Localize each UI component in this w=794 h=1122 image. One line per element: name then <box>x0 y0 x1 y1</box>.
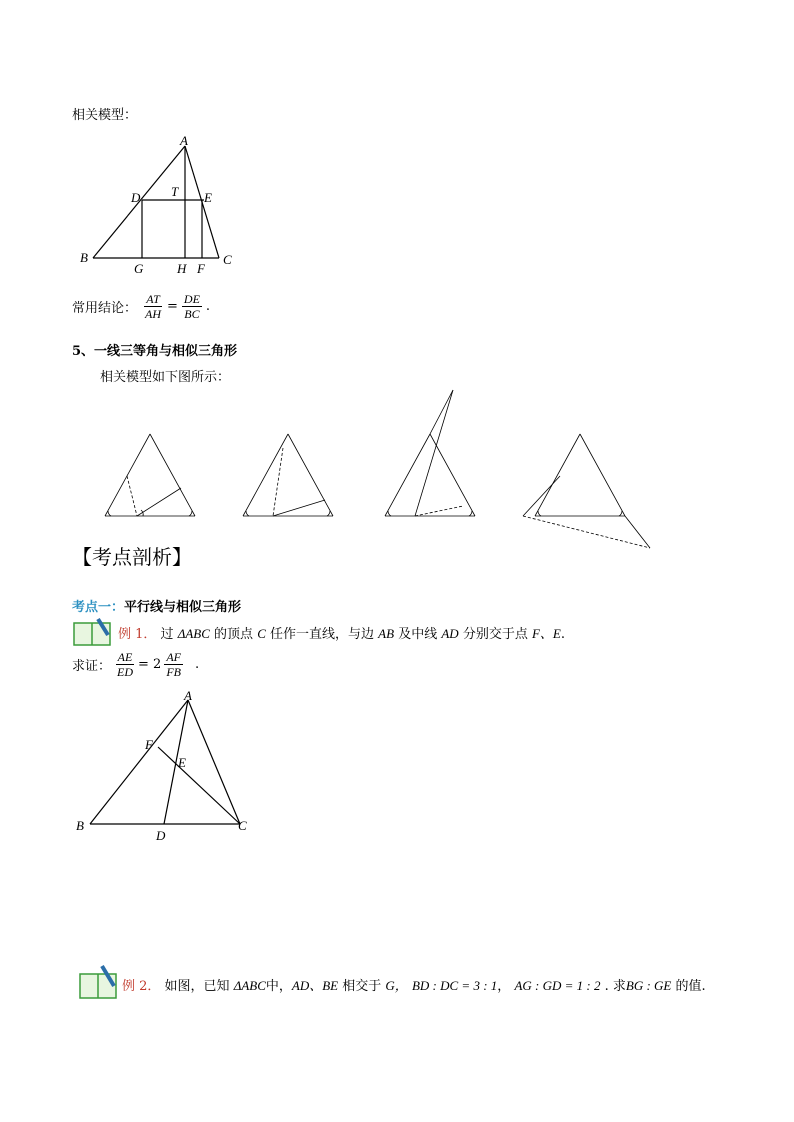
frac-den: AH <box>145 307 162 321</box>
example-1-text: 例 1． 过 ΔABC 的顶点 C 任作一直线，与边 AB 及中线 AD 分别交于点 F、E. <box>118 626 566 642</box>
example-1-prove: 求证： $\frac{AE}{ED}$ = 2 $\frac{AF}{FB}$ . <box>72 650 200 679</box>
fig1-label-A: A <box>180 136 188 148</box>
fig2-label-B: B <box>76 818 84 833</box>
common-conclusion <box>72 292 210 321</box>
frac-den: BC <box>184 307 200 321</box>
fig1-label-G: G <box>134 261 144 276</box>
model-title: 相关模型： <box>72 108 138 123</box>
fig1-label-F: F <box>197 261 205 276</box>
fig2-label-A: A <box>184 688 192 703</box>
section-title: 一线三等角与相似三角形 <box>94 344 238 359</box>
frac-num: DE <box>183 292 200 306</box>
fig2-label-F: F <box>145 737 153 752</box>
figure-one-line-three-angles <box>95 388 665 553</box>
example-label: 例 1． <box>118 627 157 642</box>
prove-label: 求证： <box>72 659 112 674</box>
frac-num: AT <box>146 292 160 306</box>
fig1-label-T: T <box>171 184 179 199</box>
section-number: 5、 <box>72 344 95 359</box>
figure-example-1 <box>72 688 262 848</box>
fraction-af-fb: $\frac{AF}{FB}$ <box>166 650 181 679</box>
book-pencil-icon <box>78 962 120 1000</box>
example-2-text: 例 2． 如图，已知 ΔABC中，AD、BE 相交于 G， BD : DC = 3 : 1， AG : GD = 1 : 2 . 求BG : GE 的值. <box>122 978 706 994</box>
book-pencil-icon <box>72 615 114 647</box>
section-5-intro: 相关模型如下图所示： <box>100 370 231 385</box>
analysis-heading: 【考点剖析】 <box>72 545 192 569</box>
period: . <box>205 299 211 314</box>
fig1-label-B: B <box>80 250 88 265</box>
fig2-label-C: C <box>238 818 247 833</box>
point-title: 平行线与相似三角形 <box>124 600 242 615</box>
fig2-label-D: D <box>156 828 166 843</box>
figure-similar-triangle-rectangle <box>78 136 248 276</box>
fig1-label-H: H <box>177 261 187 276</box>
example-label: 例 2． <box>122 979 161 994</box>
fig1-label-C: C <box>223 252 232 267</box>
equals: = <box>167 299 178 314</box>
fraction-de-bc <box>182 292 202 321</box>
fig2-label-E: E <box>178 755 186 770</box>
point-label: 考点一： <box>72 600 125 615</box>
fig1-label-E: E <box>204 190 212 205</box>
fraction-at-ah <box>143 292 163 321</box>
conclusion-label: 常用结论： <box>72 301 138 316</box>
section-5-heading <box>72 340 237 359</box>
fraction-ae-ed: $\frac{AE}{ED}$ <box>117 650 134 679</box>
fig1-label-D: D <box>131 190 141 205</box>
point-1-heading <box>72 596 241 615</box>
